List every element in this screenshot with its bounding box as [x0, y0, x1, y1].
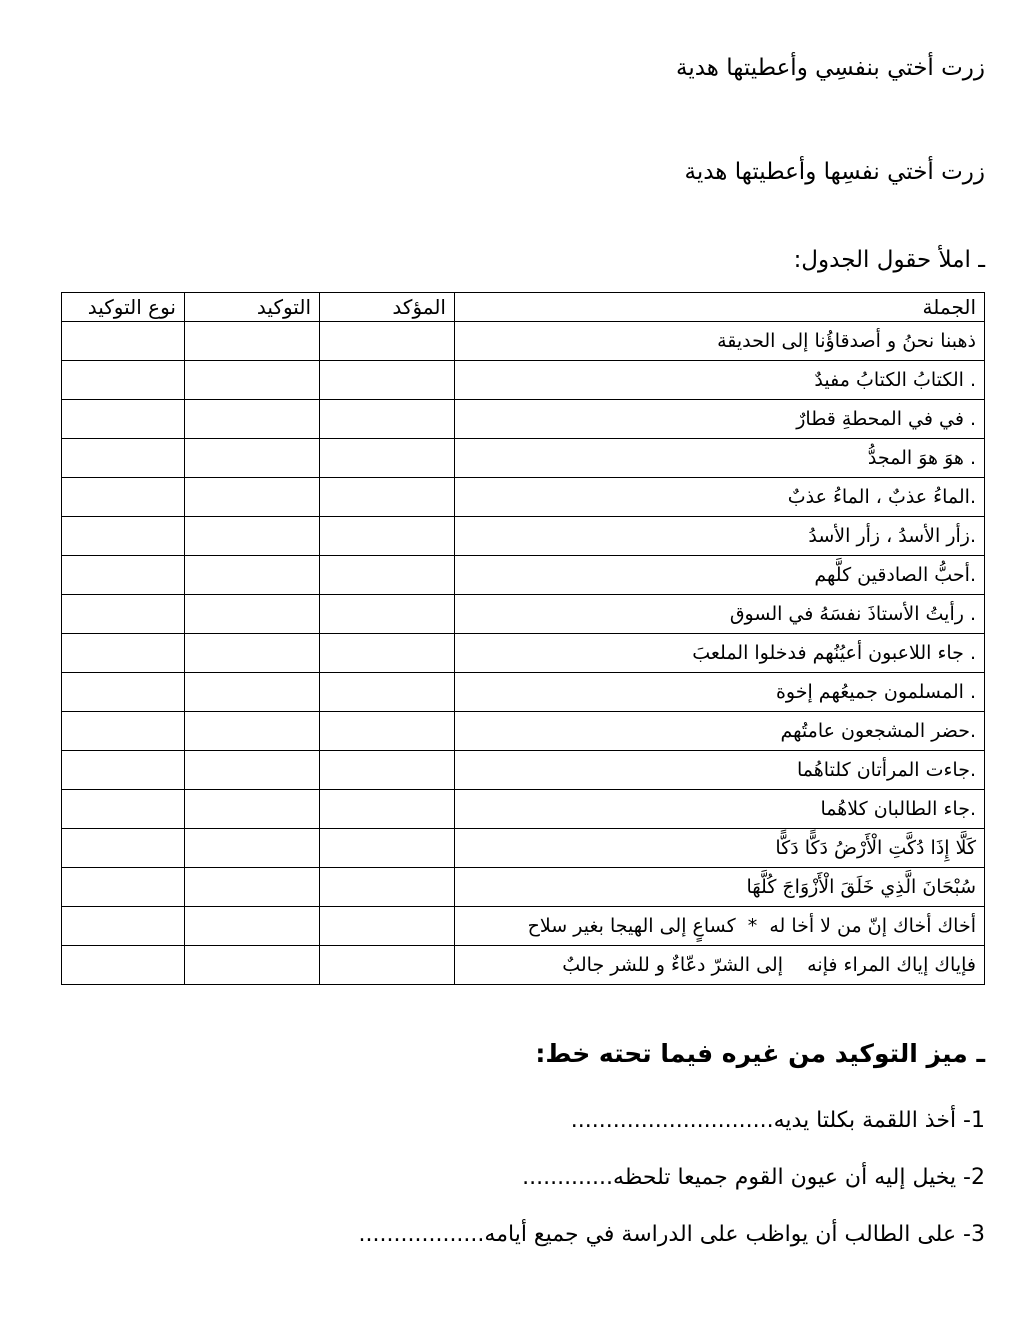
table-row [62, 868, 985, 907]
emphasis-type-cell [62, 946, 185, 985]
emphasis-type-cell [62, 829, 185, 868]
sentence-cell: .أحبُّ الصادقين كلَّهم [455, 556, 985, 595]
table-row [62, 712, 985, 751]
emphasis-cell [185, 712, 320, 751]
emphasis-type-cell [62, 361, 185, 400]
emphasized-cell [320, 517, 455, 556]
emphasis-type-cell [62, 322, 185, 361]
emphasized-cell [320, 751, 455, 790]
emphasis-cell [185, 478, 320, 517]
sentence-cell: فإياك إياك المراء فإنه إلى الشرّ دعّاءٌ و للشر جالبٌ [455, 946, 985, 985]
exercise-item-3: 3- على الطالب أن يواظب على الدراسة في جميع أيامه.................. [358, 1222, 985, 1247]
emphasized-cell [320, 361, 455, 400]
emphasized-cell [320, 439, 455, 478]
table-row [62, 634, 985, 673]
emphasis-type-cell [62, 712, 185, 751]
sentence-cell: . الكتابُ الكتابُ مفيدٌ [455, 361, 985, 400]
sentence-cell: . هوَ هوَ المجدُّ [455, 439, 985, 478]
table-row [62, 400, 985, 439]
emphasis-type-cell [62, 790, 185, 829]
emphasis-cell [185, 322, 320, 361]
emphasis-cell [185, 517, 320, 556]
emphasis-type-cell [62, 673, 185, 712]
emphasis-type-cell [62, 907, 185, 946]
emphasis-type-cell [62, 439, 185, 478]
emphasis-cell [185, 400, 320, 439]
emphasis-cell [185, 634, 320, 673]
sentence-cell: .الماءُ عذبٌ ، الماءُ عذبٌ [455, 478, 985, 517]
table-row [62, 595, 985, 634]
emphasized-cell [320, 556, 455, 595]
emphasis-type-cell [62, 517, 185, 556]
emphasized-cell [320, 322, 455, 361]
emphasis-cell [185, 556, 320, 595]
sentence-cell: .جاء الطالبان كلاهُما [455, 790, 985, 829]
emphasized-cell [320, 673, 455, 712]
table-row [62, 322, 985, 361]
emphasized-cell [320, 790, 455, 829]
emphasis-type-cell [62, 595, 185, 634]
example-sentence-1: زرت أختي بنفسِي وأعطيتها هدية [675, 55, 985, 81]
header-emphasis-type: نوع التوكيد [62, 293, 185, 322]
sentence-cell: سُبْحَانَ الَّذِي خَلَقَ الْأَزْوَاجَ كُلَّهَا [455, 868, 985, 907]
sentence-cell: .حضر المشجعون عامتُهم [455, 712, 985, 751]
emphasis-type-cell [62, 868, 185, 907]
table-row [62, 829, 985, 868]
sentence-cell: . المسلمون جميعُهم إخوة [455, 673, 985, 712]
emphasized-cell [320, 712, 455, 751]
emphasis-cell [185, 751, 320, 790]
emphasized-cell [320, 868, 455, 907]
emphasis-cell [185, 595, 320, 634]
emphasis-type-cell [62, 751, 185, 790]
emphasis-type-cell [62, 556, 185, 595]
table-row [62, 907, 985, 946]
sentence-cell: كَلَّا إِذَا دُكَّتِ الْأَرْضُ دَكًّا دَكًّا [455, 829, 985, 868]
table-row [62, 946, 985, 985]
sentence-cell: .زأر الأسدُ ، زأر الأسدُ [455, 517, 985, 556]
table-row [62, 673, 985, 712]
header-sentence: الجملة [455, 293, 985, 322]
emphasis-cell [185, 673, 320, 712]
header-emphasized: المؤكد [320, 293, 455, 322]
tawkid-table [61, 292, 985, 985]
emphasis-cell [185, 790, 320, 829]
emphasis-type-cell [62, 400, 185, 439]
emphasis-cell [185, 868, 320, 907]
emphasized-cell [320, 946, 455, 985]
emphasized-cell [320, 400, 455, 439]
underline-section-heading: ـ ميز التوكيد من غيره فيما تحته خط: [535, 1039, 985, 1068]
exercise-item-2: 2- يخيل إليه أن عيون القوم جميعا تلحظه............. [522, 1165, 985, 1190]
emphasized-cell [320, 907, 455, 946]
table-row [62, 439, 985, 478]
table-row [62, 556, 985, 595]
emphasized-cell [320, 595, 455, 634]
sentence-cell: ذهبنا نحنُ و أصدقاؤُنا إلى الحديقة [455, 322, 985, 361]
sentence-cell: أخاك أخاك إنّ من لا أخا له * كساعٍ إلى الهيجا بغير سلاح [455, 907, 985, 946]
table-header-row [62, 293, 985, 322]
emphasis-cell [185, 361, 320, 400]
table-row [62, 361, 985, 400]
exercise-item-1: 1- أخذ اللقمة بكلتا يديه............................. [570, 1108, 985, 1133]
header-emphasis: التوكيد [185, 293, 320, 322]
emphasis-cell [185, 946, 320, 985]
emphasis-cell [185, 439, 320, 478]
emphasis-type-cell [62, 478, 185, 517]
sentence-cell: . رأيتُ الأستاذَ نفسَهُ في السوق [455, 595, 985, 634]
sentence-cell: .جاءت المرأتان كلتاهُما [455, 751, 985, 790]
emphasized-cell [320, 634, 455, 673]
emphasized-cell [320, 478, 455, 517]
sentence-cell: . جاء اللاعبون أعيُنُهم فدخلوا الملعبَ [455, 634, 985, 673]
sentence-cell: . في في المحطةِ قطارٌ [455, 400, 985, 439]
table-row [62, 517, 985, 556]
emphasis-cell [185, 907, 320, 946]
table-row [62, 751, 985, 790]
table-row [62, 478, 985, 517]
emphasized-cell [320, 829, 455, 868]
example-sentence-2: زرت أختي نفسِها وأعطيتها هدية [684, 159, 985, 185]
emphasis-cell [185, 829, 320, 868]
table-row [62, 790, 985, 829]
emphasis-type-cell [62, 634, 185, 673]
table-instruction: ـ املأ حقول الجدول: [793, 247, 985, 273]
